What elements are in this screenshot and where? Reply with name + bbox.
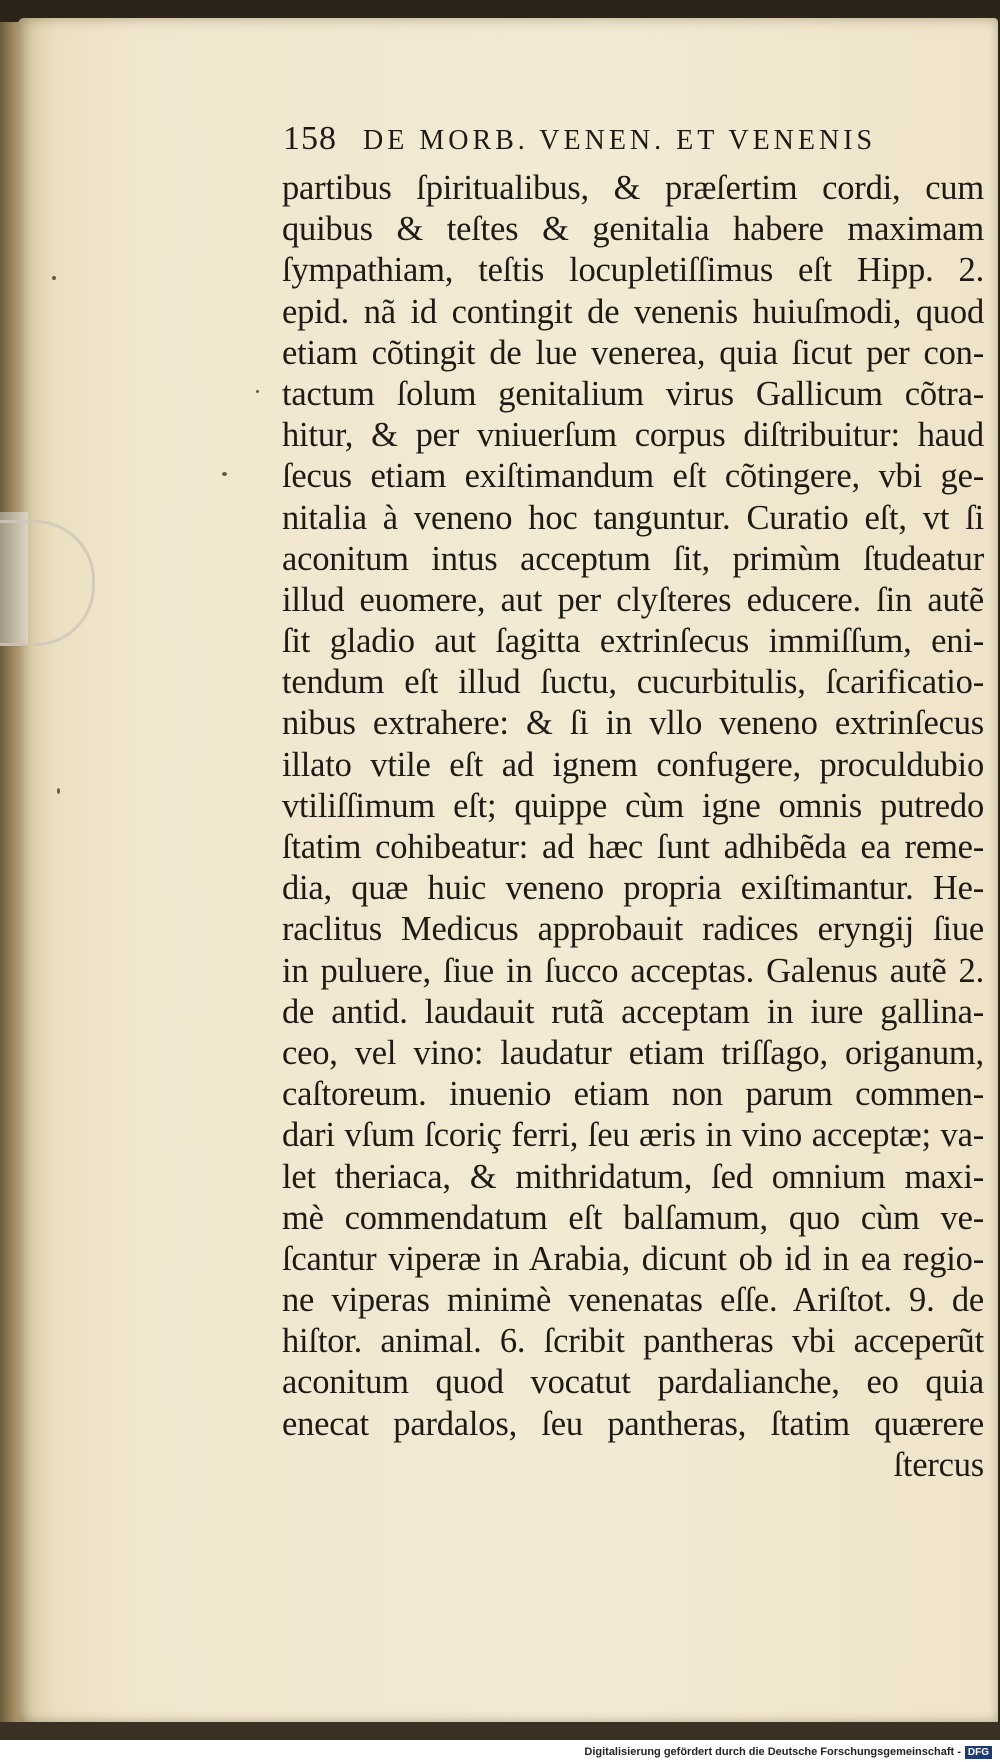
text-line: ſtatim cohibeatur: ad hæc ſunt adhibẽda ea reme- — [282, 828, 984, 866]
text-line: hitur, & per vniuerſum corpus diſtribuitur: haud — [282, 416, 984, 455]
text-line: aconitum intus acceptum ſit, primùm ſtudeatur — [282, 539, 984, 578]
text-line: raclitus Medicus approbauit radices eryngij ſiue — [282, 910, 984, 949]
text-line: hiſtor. animal. 6. ſcribit pantheras vbi acceperũt — [282, 1322, 984, 1361]
text-line: etiam cõtingit de lue venerea, quia ſicut per con- — [282, 333, 984, 372]
text-line: ſcantur viperæ in Arabia, dicunt ob id in ea regio- — [282, 1239, 984, 1278]
page-number: 158 — [283, 120, 337, 157]
page-bottom-edge — [0, 1722, 1000, 1740]
catchword: ſtercus — [893, 1445, 984, 1484]
text-line: aconitum quod vocatut pardalianche, eo quia — [282, 1363, 984, 1402]
text-line: ſecus etiam exiſtimandum eſt cõtingere, vbi ge- — [282, 457, 984, 496]
text-line: tactum ſolum genitalium virus Gallicum cõtra- — [282, 374, 984, 413]
ink-speck — [256, 390, 259, 393]
credit-text: Digitalisierung gefördert durch die Deutsche Forschungsgemeinschaft - — [584, 1746, 961, 1758]
text-line: dia, quæ huic veneno propria exiſtimantur. He- — [282, 869, 984, 908]
text-line: enecat pardalos, ſeu pantheras, ſtatim quærere — [282, 1404, 984, 1443]
text-line: ne viperas minimè venenatas eſſe. Ariſtot. 9. de — [282, 1281, 984, 1320]
text-line: nibus extrahere: & ſi in vllo veneno extrinſecus — [282, 704, 984, 743]
text-line: partibus ſpiritualibus, & præſertim cordi, cum — [282, 169, 984, 207]
dfg-logo: DFG — [965, 1746, 992, 1759]
text-line: dari vſum ſcoriç ferri, ſeu æris in vino acceptæ; va- — [282, 1116, 984, 1155]
text-line: quibus & teſtes & genitalia habere maximam — [282, 210, 984, 249]
text-line: ceo, vel vino: laudatur etiam triſſago, origanum, — [282, 1033, 984, 1072]
running-title: DE MORB. VENEN. ET VENENIS — [363, 125, 877, 156]
text-line: caſtoreum. inuenio etiam non parum commen- — [282, 1075, 984, 1114]
running-head — [283, 120, 933, 164]
text-line: epid. nã id contingit de venenis huiuſmodi, quod — [282, 292, 984, 331]
ink-speck — [52, 276, 56, 280]
text-line: let theriaca, & mithridatum, ſed omnium maxi- — [282, 1157, 984, 1196]
text-line: in puluere, ſiue in ſucco acceptas. Galenus autẽ 2. — [282, 951, 984, 990]
text-line: ſit gladio aut ſagitta extrinſecus immiſſum, eni- — [282, 622, 984, 661]
digitization-credit — [584, 1743, 992, 1761]
body-text — [282, 168, 984, 1486]
text-line: illud euomere, aut per clyſteres educere. ſin autẽ — [282, 580, 984, 619]
text-line: tendum eſt illud ſuctu, cucurbitulis, ſcarificatio- — [282, 663, 984, 702]
text-line: ſympathiam, teſtis locupletiſſimus eſt Hipp. 2. — [282, 251, 984, 290]
ink-speck — [57, 788, 60, 794]
text-line: nitalia à veneno hoc tanguntur. Curatio eſt, vt ſi — [282, 498, 984, 537]
text-line: illato vtile eſt ad ignem confugere, proculdubio — [282, 745, 984, 784]
text-line: vtiliſſimum eſt; quippe cùm igne omnis putredo — [282, 786, 984, 825]
text-line: de antid. laudauit rutã acceptam in iure gallina- — [282, 992, 984, 1031]
ink-speck — [222, 472, 227, 476]
text-line: mè commendatum eſt balſamum, quo cùm ve- — [282, 1198, 984, 1237]
